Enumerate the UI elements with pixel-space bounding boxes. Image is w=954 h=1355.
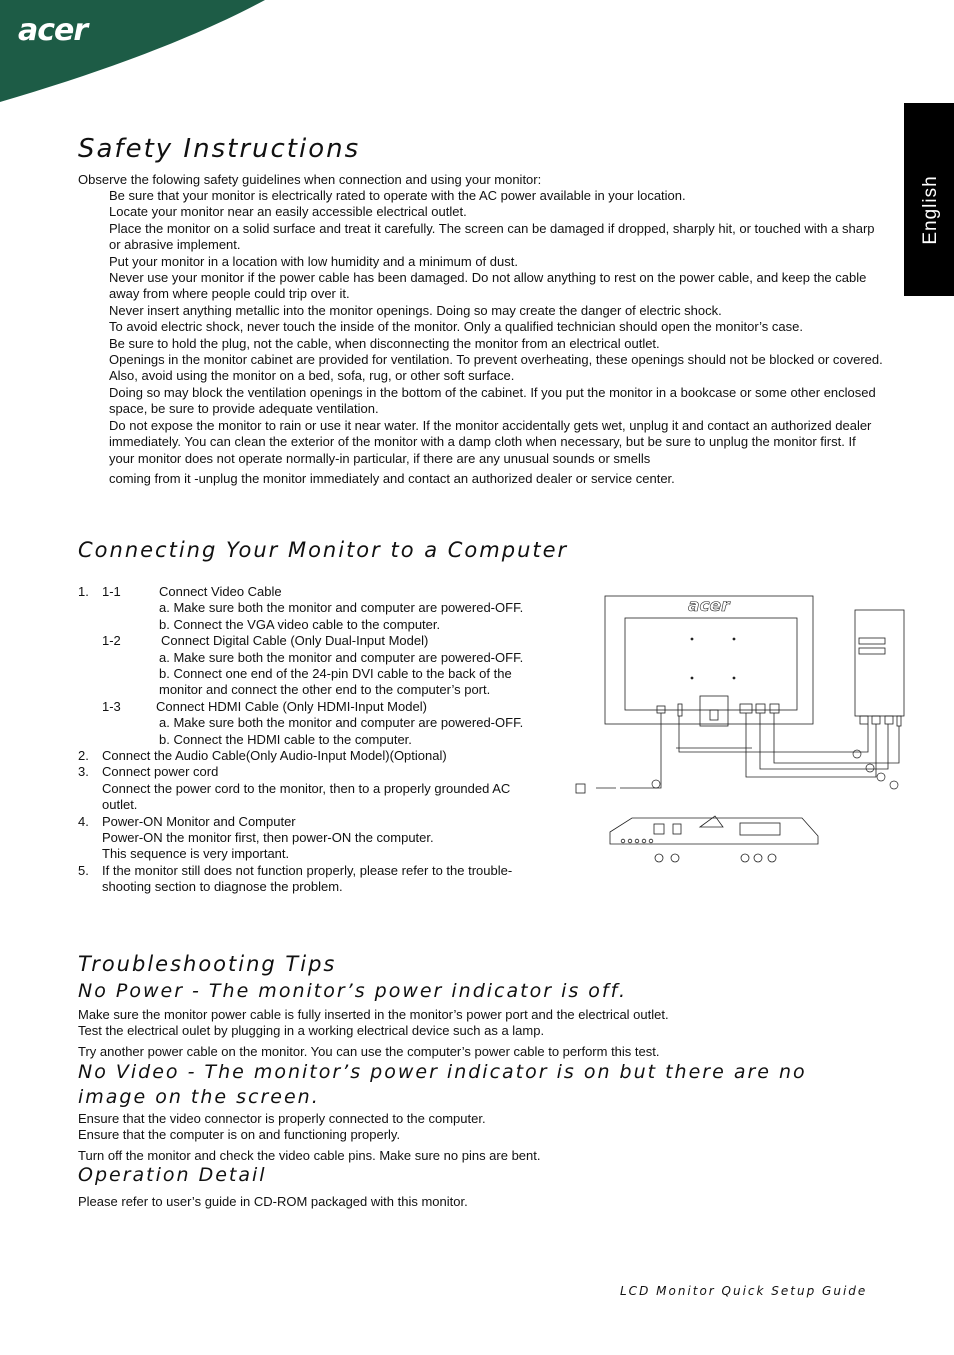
safety-item: Be sure to hold the plug, not the cable, when disconnecting the monitor from an electrical outlet. — [109, 335, 660, 351]
step-2: 2. Connect the Audio Cable(Only Audio-Input Model)(Optional) — [78, 748, 447, 764]
operation-text: Please refer to user’s guide in CD-ROM packaged with this monitor. — [78, 1194, 468, 1209]
safety-intro: Observe the folowing safety guidelines when connection and using your monitor: — [78, 172, 542, 187]
no-video-heading: No Video - The monitor’s power indicator is on but there are no image on the screen. — [78, 1061, 807, 1108]
safety-item: Doing so may block the ventilation openings in the bottom of the cabinet. If you put the monitor in a bookcase or some other enclosed space, be sure to provide adequate ventilation. — [109, 384, 876, 417]
footer-title: LCD Monitor Quick Setup Guide — [620, 1284, 868, 1298]
step-4: 4. Power-ON Monitor and Computer Power-ON the monitor first, then power-ON the computer. This sequence is very important. — [78, 813, 434, 862]
diagram-logo: acer — [688, 596, 730, 616]
connection-diagram — [572, 592, 912, 872]
instruction-line: b. Connect the HDMI cable to the computer. — [159, 731, 412, 747]
no-power-heading: No Power - The monitor’s power indicator is off. — [78, 980, 627, 1002]
safety-item: Locate your monitor near an easily accessible electrical outlet. — [109, 204, 467, 220]
instruction-line: b. Connect one end of the 24-pin DVI cable to the back of the — [159, 666, 512, 681]
safety-list — [109, 188, 884, 487]
safety-item: Be sure that your monitor is electrically rated to operate with the AC power available in your location. — [109, 188, 686, 203]
safety-title: Safety Instructions — [78, 134, 361, 164]
safety-item: To avoid electric shock, never touch the inside of the monitor. Only a qualified technician should open the monitor’s case. — [109, 319, 803, 335]
safety-item: Put your monitor in a location with low humidity and a minimum of dust. — [109, 253, 518, 269]
no-video-text: Ensure that the video connector is properly connected to the computer. Ensure that the computer is on and functioning properly. Turn off the monitor and check the video cable pins. Make sure no pins are bent. — [78, 1111, 541, 1163]
brand-logo: acer — [18, 13, 88, 48]
step-5: 5. If the monitor still does not function properly, please refer to the trouble- shooting section to diagnose the problem. — [78, 862, 513, 895]
callouts — [652, 750, 898, 789]
safety-item: coming from it -unplug the monitor immediately and contact an authorized dealer or service center. — [109, 470, 675, 486]
instruction-line: 1-3 Connect HDMI Cable (Only HDMI-Input Model) — [102, 698, 427, 714]
instruction-line: a. Make sure both the monitor and computer are powered-OFF. — [159, 649, 524, 665]
language-tab-label: English — [920, 175, 941, 245]
step-3: 3. Connect power cord Connect the power cord to the monitor, then to a properly grounded AC outlet. — [78, 764, 511, 813]
operation-heading: Operation Detail — [78, 1164, 267, 1186]
instruction-line: monitor and connect the other end to the computer’s port. — [159, 682, 491, 698]
safety-item: Do not expose the monitor to rain or use it near water. If the monitor accidentally gets wet, unplug it and contact an authorized dealer immediately. You can clean the exterior of the monitor with a damp cloth when necessary, but be sure to unplug the monitor first. If your monitor does not operate normally-in particular, if there are any unusual sounds or smells — [109, 417, 872, 466]
instruction-line: b. Connect the VGA video cable to the computer. — [159, 616, 441, 632]
instruction-line: 1-2 Connect Digital Cable (Only Dual-Input Model) — [102, 633, 429, 649]
connecting-title: Connecting Your Monitor to a Computer — [78, 538, 569, 562]
safety-item: Never insert anything metallic into the monitor openings. Doing so may create the danger of electric shock. — [109, 302, 722, 318]
header-banner — [0, 0, 270, 110]
no-power-text: Make sure the monitor power cable is fully inserted in the monitor’s power port and the electrical outlet. Test the electrical oulet by plugging in a working electrical device such as a lamp. Try another power cable on the monitor. You can use the computer’s power cable to perform this test. — [78, 1007, 669, 1059]
safety-item: Openings in the monitor cabinet are provided for ventilation. To prevent overheating, these openings should not be blocked or covered. Also, avoid using the monitor on a bed, sofa, rug, or other soft surface. — [109, 352, 883, 384]
safety-item: Place the monitor on a solid surface and treat it carefully. The screen can be damaged if dropped, sharply hit, or touched with a sharp or abrasive implement. — [109, 220, 875, 253]
instruction-line: a. Make sure both the monitor and computer are powered-OFF. — [159, 715, 524, 731]
safety-item: Never use your monitor if the power cable has been damaged. Do not allow anything to rest on the power cable, and keep the cable away from where people could trip over it. — [109, 270, 867, 302]
instruction-line: a. Make sure both the monitor and computer are powered-OFF. — [159, 600, 524, 616]
instruction-line: 1. 1-1 Connect Video Cable — [78, 584, 282, 599]
troubleshooting-title: Troubleshooting Tips — [78, 952, 337, 976]
connecting-instructions — [78, 584, 568, 896]
